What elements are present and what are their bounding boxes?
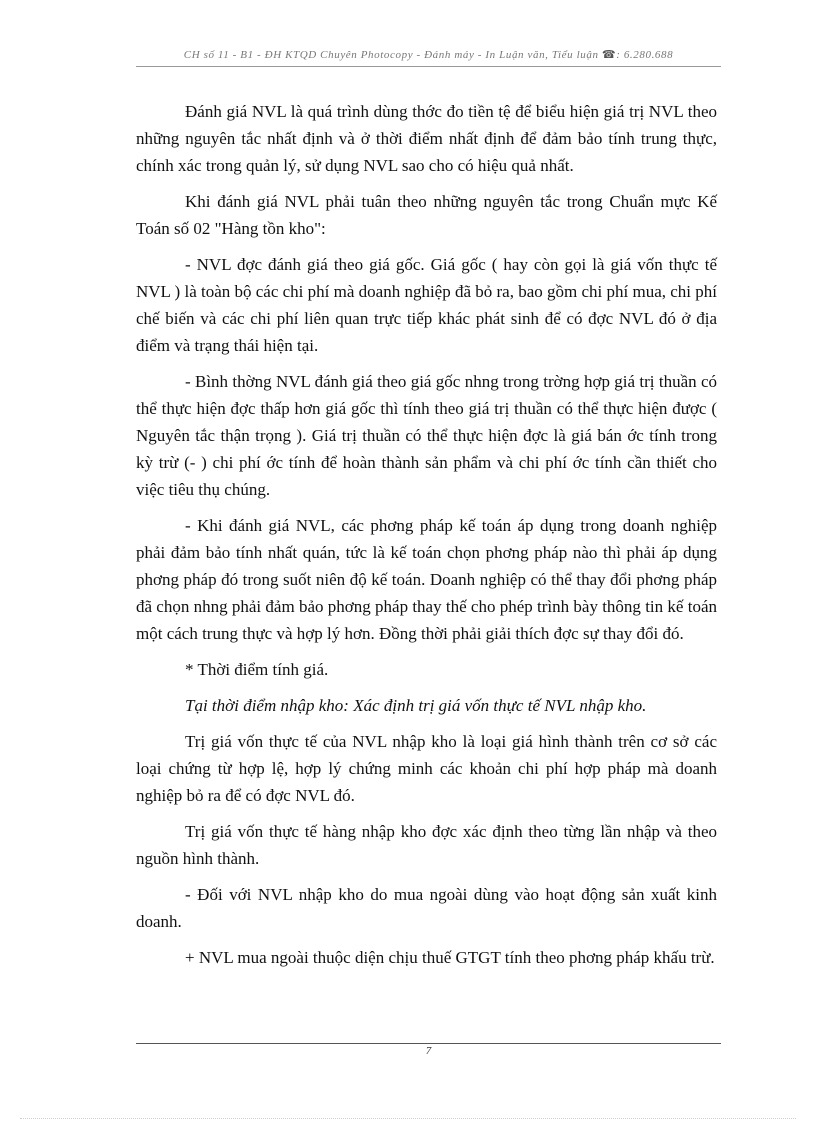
header-divider	[136, 66, 721, 67]
paragraph: - Bình thờng NVL đánh giá theo giá gốc nhng trong trờng hợp giá trị thuần có thể thực hiện đợc thấp hơn giá gốc thì tính theo giá trị thuần có thể thực hiện được ( Nguyên tắc thận trọng ). Giá trị thuần có thể thực hiện đợc là giá bán ớc tính trong kỳ trừ (- ) chi phí ớc tính để hoàn thành sản phẩm và chi phí ớc tính cần thiết cho việc tiêu thụ chúng.	[136, 372, 717, 499]
paragraph: - Đối với NVL nhập kho do mua ngoài dùng vào hoạt động sản xuất kinh doanh.	[136, 885, 717, 931]
page-edge	[20, 1118, 796, 1119]
header-text: CH số 11 - B1 - ĐH KTQD Chuyên Photocopy - Đánh máy - In Luận văn, Tiểu luận	[183, 49, 599, 61]
paragraph: Khi đánh giá NVL phải tuân theo những nguyên tắc trong Chuẩn mực Kế Toán số 02 "Hàng tồn kho":	[136, 192, 717, 238]
italic-subheading: Tại thời điểm nhập kho: Xác định trị giá vốn thực tế NVL nhập kho.	[185, 696, 647, 715]
paragraph: + NVL mua ngoài thuộc diện chịu thuế GTGT tính theo phơng pháp khấu trừ.	[185, 948, 715, 967]
phone-icon: ☎	[601, 49, 617, 61]
paragraph: - Khi đánh giá NVL, các phơng pháp kế toán áp dụng trong doanh nghiệp phải đảm bảo tính nhất quán, tức là kế toán chọn phơng pháp nào thì phải áp dụng phơng pháp đó trong suốt niên độ kế toán. Doanh nghiệp có thể thay đổi phơng pháp đã chọn nhng phải đảm bảo phơng pháp thay thế cho phép trình bày thông tin kế toán một cách trung thực và hợp lý hơn. Đồng thời phải giải thích đợc sự thay đổi đó.	[136, 516, 717, 643]
page-header	[136, 48, 721, 61]
document-body	[136, 98, 717, 980]
paragraph: Đánh giá NVL là quá trình dùng thớc đo tiền tệ để biểu hiện giá trị NVL theo những nguyên tắc nhất định và ở thời điểm nhất định để đảm bảo tính trung thực, chính xác trong quản lý, sử dụng NVL sao cho có hiệu quả nhất.	[136, 102, 717, 175]
paragraph: - NVL đợc đánh giá theo giá gốc. Giá gốc ( hay còn gọi là giá vốn thực tế NVL ) là toàn bộ các chi phí mà doanh nghiệp đã bỏ ra, bao gồm chi phí mua, chi phí chế biến và các chi phí liên quan trực tiếp khác phát sinh để có đợc NVL đó ở địa điểm và trạng thái hiện tại.	[136, 255, 717, 355]
page-number: 7	[425, 1045, 432, 1057]
paragraph: Trị giá vốn thực tế của NVL nhập kho là loại giá hình thành trên cơ sở các loại chứng từ hợp lệ, hợp lý chứng minh các khoản chi phí hợp pháp mà doanh nghiệp bỏ ra để có đợc NVL đó.	[136, 732, 717, 805]
paragraph: Trị giá vốn thực tế hàng nhập kho đợc xác định theo từng lần nhập và theo nguồn hình thành.	[136, 822, 717, 868]
section-heading: * Thời điểm tính giá.	[185, 660, 329, 679]
footer-divider	[136, 1043, 721, 1044]
header-phone-number: : 6.280.688	[616, 49, 674, 61]
